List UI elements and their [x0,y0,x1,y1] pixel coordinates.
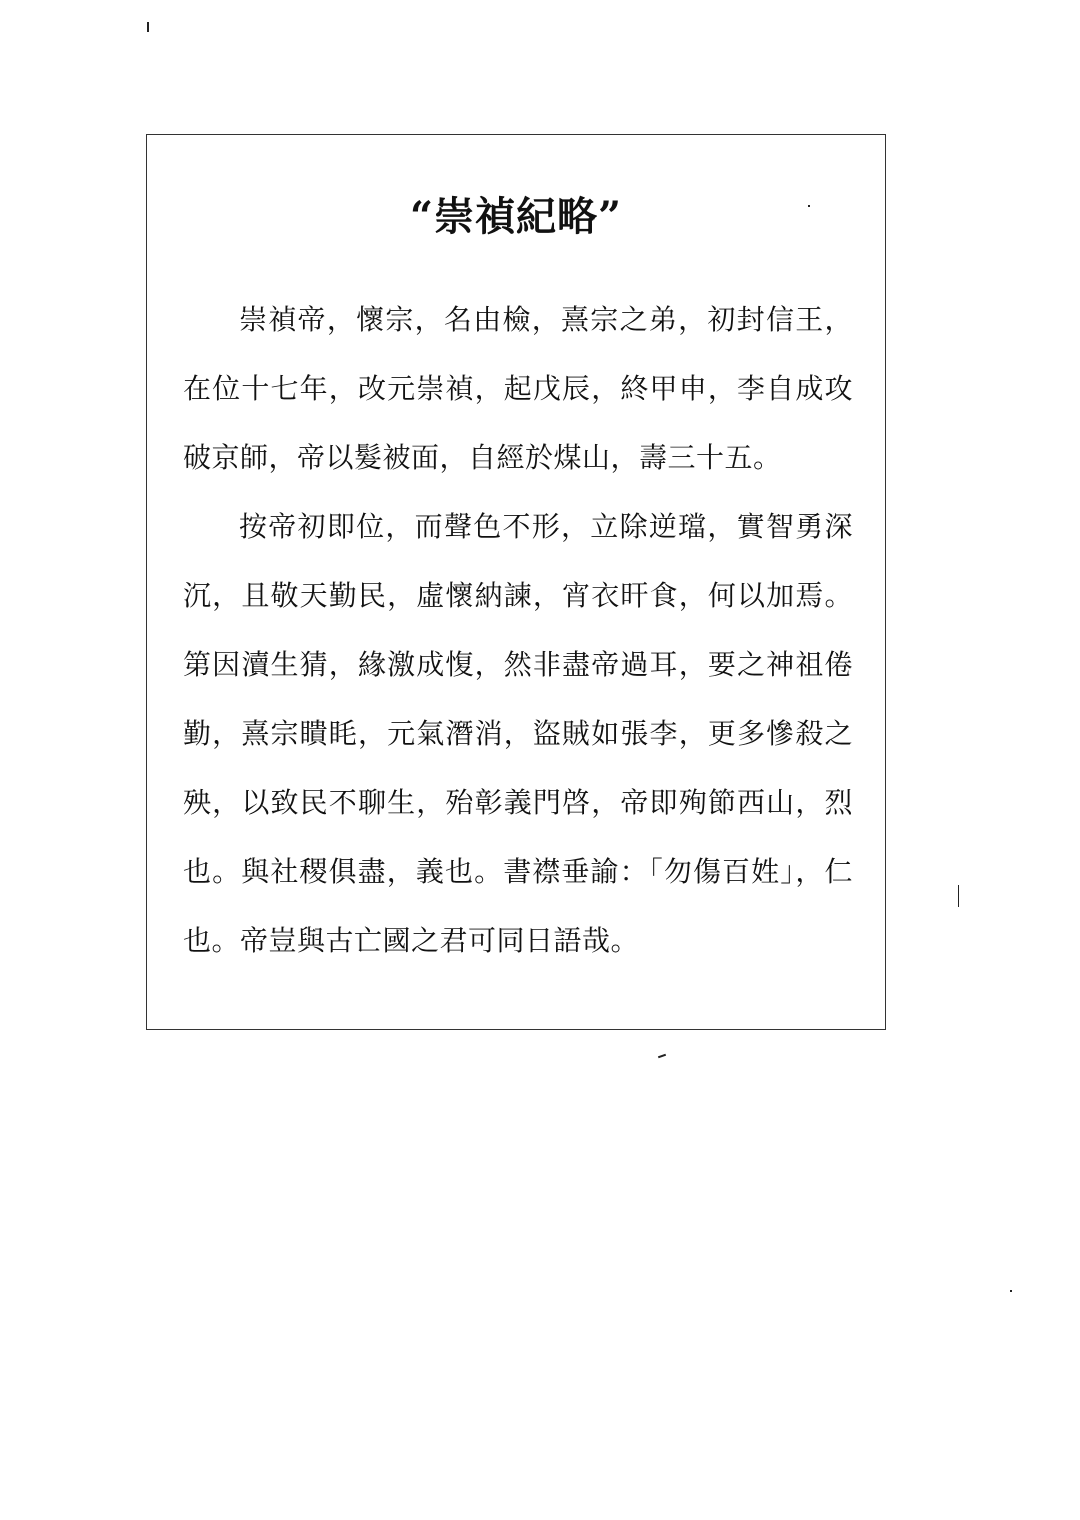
scan-speck [958,885,959,907]
scan-speck [658,1054,666,1059]
document-title: “崇禎紀略” [409,193,622,240]
document-body [183,285,853,975]
paragraph-2: 按帝初即位，而聲色不形，立除逆璫，實智勇深沉，且敬天勤民，虛懷納諫，宵衣旰食，何以加焉。第因瀆生猜，緣激成愎，然非盡帝過耳，要之神祖倦勤，熹宗瞶眊，元氣潛消，盜賊如張李，更多慘殺之殃，以致民不聊生，殆彰義門啓，帝即殉節西山，烈也。與社稷俱盡，義也。書襟垂諭：「勿傷百姓」，仁也。帝豈與古亡國之君可同日語哉。 [183,510,853,957]
scan-speck [1010,1290,1012,1292]
paragraph-1: 崇禎帝，懷宗，名由檢，熹宗之弟，初封信王，在位十七年，改元崇禎，起戊辰，終甲申，李自成攻破京師，帝以髮被面，自經於煤山，壽三十五。 [183,303,853,474]
scan-speck [147,22,149,32]
document-frame [146,134,886,1030]
